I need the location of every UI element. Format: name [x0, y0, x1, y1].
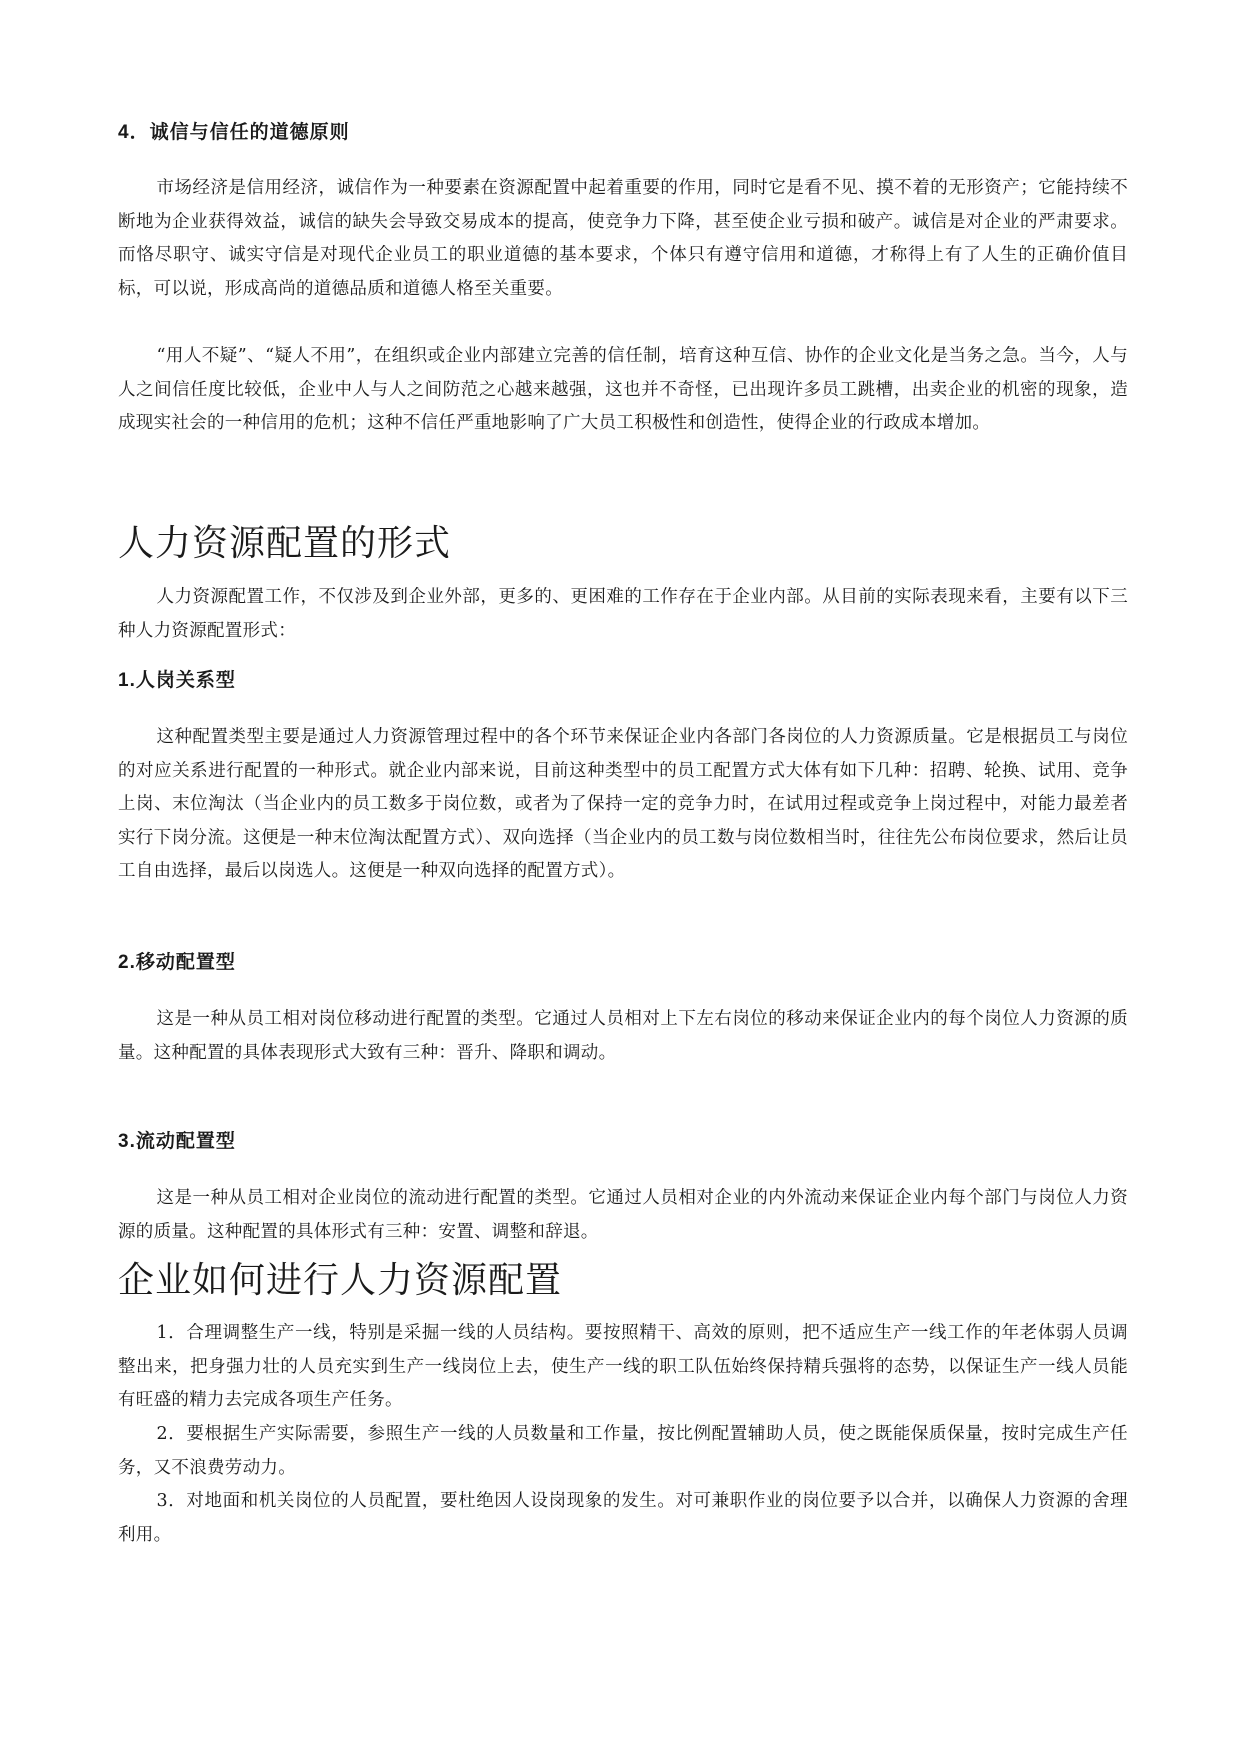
type-2-heading: 2.移动配置型	[118, 952, 236, 973]
section-4-paragraph-2: “用人不疑”、“疑人不用”，在组织或企业内部建立完善的信任制，培育这种互信、协作的企业文化是当务之急。当今，人与人之间信任度比较低，企业中人与人之间防范之心越来越强，这也并不奇怪，已出现许多员工跳槽，出卖企业的机密的现象，造成现实社会的一种信用的危机；这种不信任严重地影响了广大员工积极性和创造性，使得企业的行政成本增加。	[118, 346, 1128, 433]
howto-item-3: 3．对地面和机关岗位的人员配置，要杜绝因人设岗现象的发生。对可兼职作业的岗位要予以合并，以确保人力资源的舍理利用。	[118, 1491, 1128, 1545]
howto-item-2: 2．要根据生产实际需要，参照生产一线的人员数量和工作量，按比例配置辅助人员，使之既能保质保量，按时完成生产任务，又不浪费劳动力。	[118, 1424, 1128, 1478]
forms-intro: 人力资源配置工作，不仅涉及到企业外部，更多的、更困难的工作存在于企业内部。从目前的实际表现来看，主要有以下三种人力资源配置形式：	[118, 587, 1128, 641]
section-4-paragraph-1: 市场经济是信用经济，诚信作为一种要素在资源配置中起着重要的作用，同时它是看不见、摸不着的无形资产；它能持续不断地为企业获得效益，诚信的缺失会导致交易成本的提高，使竞争力下降，甚至使企业亏损和破产。诚信是对企业的严肃要求。而恪尽职守、诚实守信是对现代企业员工的职业道德的基本要求，个体只有遵守信用和道德，才称得上有了人生的正确价值目标，可以说，形成高尚的道德品质和道德人格至关重要。	[118, 178, 1128, 299]
section-4-heading: 4．诚信与信任的道德原则	[118, 122, 350, 143]
type-2-text: 这是一种从员工相对岗位移动进行配置的类型。它通过人员相对上下左右岗位的移动来保证企业内的每个岗位人力资源的质量。这种配置的具体表现形式大致有三种：晋升、降职和调动。	[118, 1009, 1128, 1063]
howto-title: 企业如何进行人力资源配置	[118, 1260, 563, 1301]
type-1-heading: 1.人岗关系型	[118, 670, 236, 691]
howto-item-1: 1．合理调整生产一线，特别是采掘一线的人员结构。要按照精干、高效的原则，把不适应生产一线工作的年老体弱人员调整出来，把身强力壮的人员充实到生产一线岗位上去，使生产一线的职工队伍始终保持精兵强将的态势，以保证生产一线人员能有旺盛的精力去完成各项生产任务。	[118, 1323, 1128, 1410]
type-1-text: 这种配置类型主要是通过人力资源管理过程中的各个环节来保证企业内各部门各岗位的人力资源质量。它是根据员工与岗位的对应关系进行配置的一种形式。就企业内部来说，目前这种类型中的员工配置方式大体有如下几种：招聘、轮换、试用、竞争上岗、末位淘汰（当企业内的员工数多于岗位数，或者为了保持一定的竞争力时，在试用过程或竞争上岗过程中，对能力最差者实行下岗分流。这便是一种末位淘汰配置方式）、双向选择（当企业内的员工数与岗位数相当时，往往先公布岗位要求，然后让员工自由选择，最后以岗选人。这便是一种双向选择的配置方式）。	[118, 727, 1128, 881]
forms-title: 人力资源配置的形式	[118, 523, 452, 564]
type-3-heading: 3.流动配置型	[118, 1131, 236, 1152]
type-3-text: 这是一种从员工相对企业岗位的流动进行配置的类型。它通过人员相对企业的内外流动来保证企业内每个部门与岗位人力资源的质量。这种配置的具体形式有三种：安置、调整和辞退。	[118, 1188, 1128, 1242]
